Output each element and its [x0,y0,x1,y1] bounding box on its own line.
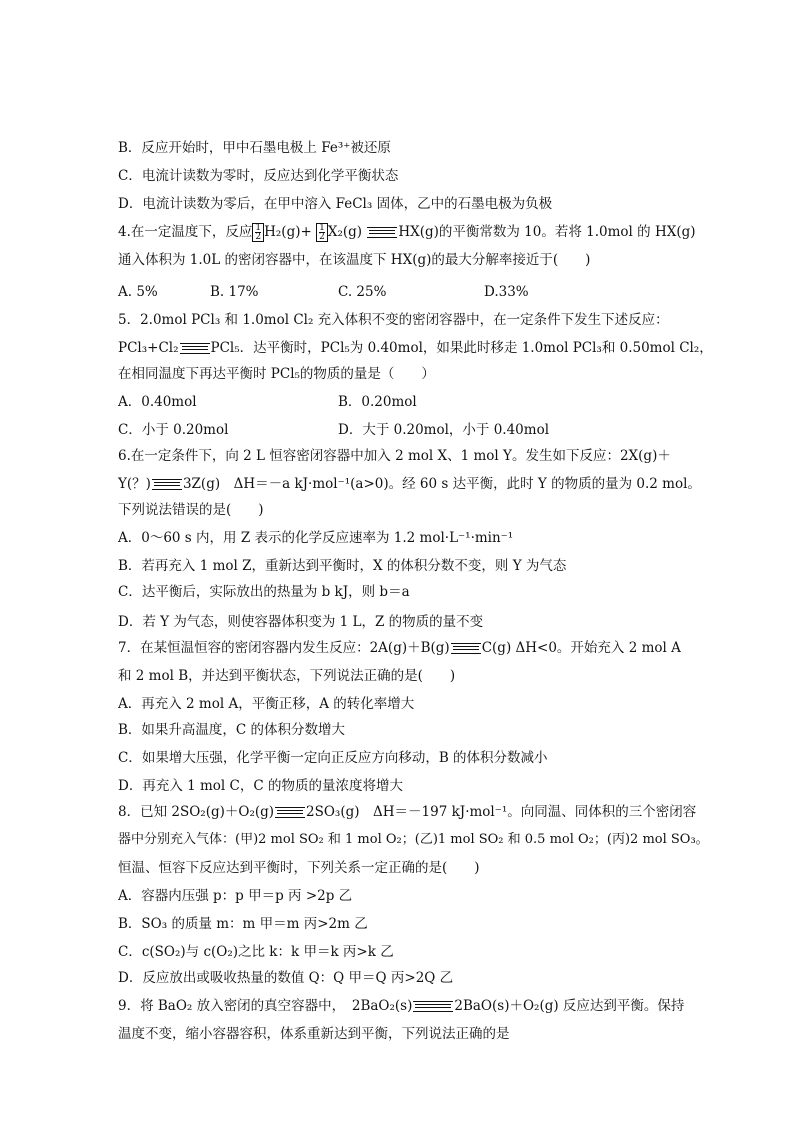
q5-stem-2b: PCl₅．达平衡时，PCl₅为 0.40mol，如果此时移走 1.0mol PCl₃和 0.50mol Cl₂， [210,340,713,356]
q8-stem-1b: 2SO₃(g) ΔH＝－197 kJ·mol⁻¹。向同温、同体积的三个密闭容 [306,804,697,820]
q8-stem-line3: 恒温、恒容下反应达到平衡时，下列关系一定正确的是( ) [118,860,480,876]
equilibrium-arrow-icon [180,343,210,354]
q7-stem-line1 [118,638,681,658]
q7-stem-1a: 7．在某恒温恒容的密闭容器内发生反应：2A(g)＋B(g) [118,640,450,656]
q5-stem-line1: 5．2.0mol PCl₃ 和 1.0mol Cl₂ 充入体积不变的密闭容器中，在一定条件下发生下述反应： [118,312,669,328]
q6-option-a: A．0～60 s 内，用 Z 表示的化学反应速率为 1.2 mol·L⁻¹·min⁻¹ [118,530,514,546]
frac-num: 1 [319,223,325,233]
q5-stem-line2 [118,338,713,358]
q7-option-c: C．如果增大压强，化学平衡一定向正反应方向移动，B 的体积分数减小 [118,750,548,766]
q5-stem-2a: PCl₃+Cl₂ [118,340,179,356]
q8-option-c: C．c(SO₂)与 c(O₂)之比 k：k 甲＝k 丙>k 乙 [118,944,394,960]
q5-option-b: B．0.20mol [338,394,417,410]
q6-option-b: B．若再充入 1 mol Z，重新达到平衡时，X 的体积分数不变，则 Y 为气态 [118,558,567,574]
q4-option-b: B. 17% [210,284,259,300]
q6-stem-line3: 下列说法错误的是( ) [118,502,264,518]
q9-stem-1a: 9．将 BaO₂ 放入密闭的真空容器中， 2BaO₂(s) [118,998,413,1014]
q3-option-c: C．电流计读数为零时，反应达到化学平衡状态 [118,168,399,184]
q4-option-a: A. 5% [118,284,158,300]
q8-stem-line2: 器中分别充入气体：(甲)2 mol SO₂ 和 1 mol O₂；(乙)1 mol SO₂ 和 0.5 mol O₂；(丙)2 mol SO₃。 [118,832,709,847]
q6-stem-line2 [118,474,701,494]
q5-stem-line3: 在相同温度下再达平衡时 PCl₅的物质的量是（ ） [118,366,435,382]
q5-option-a: A．0.40mol [118,394,197,410]
q7-stem-line2: 和 2 mol B，并达到平衡状态，下列说法正确的是( ) [118,668,456,684]
q4-stem-line1 [118,222,696,242]
frac-den: 2 [319,232,325,242]
q8-stem-1a: 8．已知 2SO₂(g)＋O₂(g) [118,804,275,820]
q8-option-a: A．容器内压强 p：p 甲＝p 丙 >2p 乙 [118,888,353,904]
q6-stem-2b: 3Z(g) ΔH＝－a kJ·mol⁻¹(a>0)。经 60 s 达平衡，此时 Y 的物质的量为 0.2 mol。 [182,476,701,492]
q9-stem-1b: 2BaO(s)＋O₂(g) 反应达到平衡。保持 [454,998,685,1014]
q3-option-b: B．反应开始时，甲中石墨电极上 Fe³⁺被还原 [118,140,391,156]
q4-stem-d: HX(g)的平衡常数为 10。若将 1.0mol 的 HX(g) [398,224,696,240]
q6-stem-line1: 6.在一定条件下，向 2 L 恒容密闭容器中加入 2 mol X、1 mol Y。发生如下反应：2X(g)＋ [118,448,671,464]
q7-option-a: A．再充入 2 mol A，平衡正移，A 的转化率增大 [118,696,415,712]
q8-stem-line1 [118,802,696,822]
q5-option-d: D．大于 0.20mol，小于 0.40mol [338,422,550,438]
equilibrium-arrow-icon [413,1001,453,1012]
q8-option-b: B．SO₃ 的质量 m：m 甲＝m 丙>2m 乙 [118,916,368,932]
q7-option-b: B．如果升高温度，C 的体积分数增大 [118,722,346,738]
fraction-half [252,223,264,242]
frac-den: 2 [255,232,262,242]
q7-stem-1b: C(g) ΔH<0。开始充入 2 mol A [481,640,681,656]
equilibrium-arrow-icon [451,643,481,654]
q5-option-c: C．小于 0.20mol [118,422,229,438]
equilibrium-arrow-icon [275,807,305,818]
q9-stem-line1 [118,996,684,1016]
q8-option-d: D．反应放出或吸收热量的数值 Q：Q 甲＝Q 丙>2Q 乙 [118,970,454,986]
q4-stem-c: X₂(g) [327,224,367,240]
q9-stem-line2: 温度不变，缩小容器容积，体系重新达到平衡，下列说法正确的是 [118,1026,510,1042]
fraction-half [316,223,328,242]
q4-stem-b: H₂(g)+ [264,224,317,240]
equilibrium-arrow-icon [152,479,182,490]
q6-stem-2a: Y(？) [118,476,151,492]
q4-option-c: C. 25% [338,284,387,300]
frac-num: 1 [255,223,262,233]
q7-option-d: D．再充入 1 mol C，C 的物质的量浓度将增大 [118,778,403,794]
q4-stem-a: 4.在一定温度下，反应 [118,224,253,240]
q6-option-d: D．若 Y 为气态，则使容器体积变为 1 L，Z 的物质的量不变 [118,614,484,630]
q3-option-d: D．电流计读数为零后，在甲中溶入 FeCl₃ 固体，乙中的石墨电极为负极 [118,196,553,212]
equilibrium-arrow-icon [367,227,397,238]
q4-option-d: D.33% [484,284,529,300]
q6-option-c: C．达平衡后，实际放出的热量为 b kJ，则 b＝a [118,584,410,600]
q4-stem-line2: 通入体积为 1.0L 的密闭容器中，在该温度下 HX(g)的最大分解率接近于( ) [118,252,591,268]
